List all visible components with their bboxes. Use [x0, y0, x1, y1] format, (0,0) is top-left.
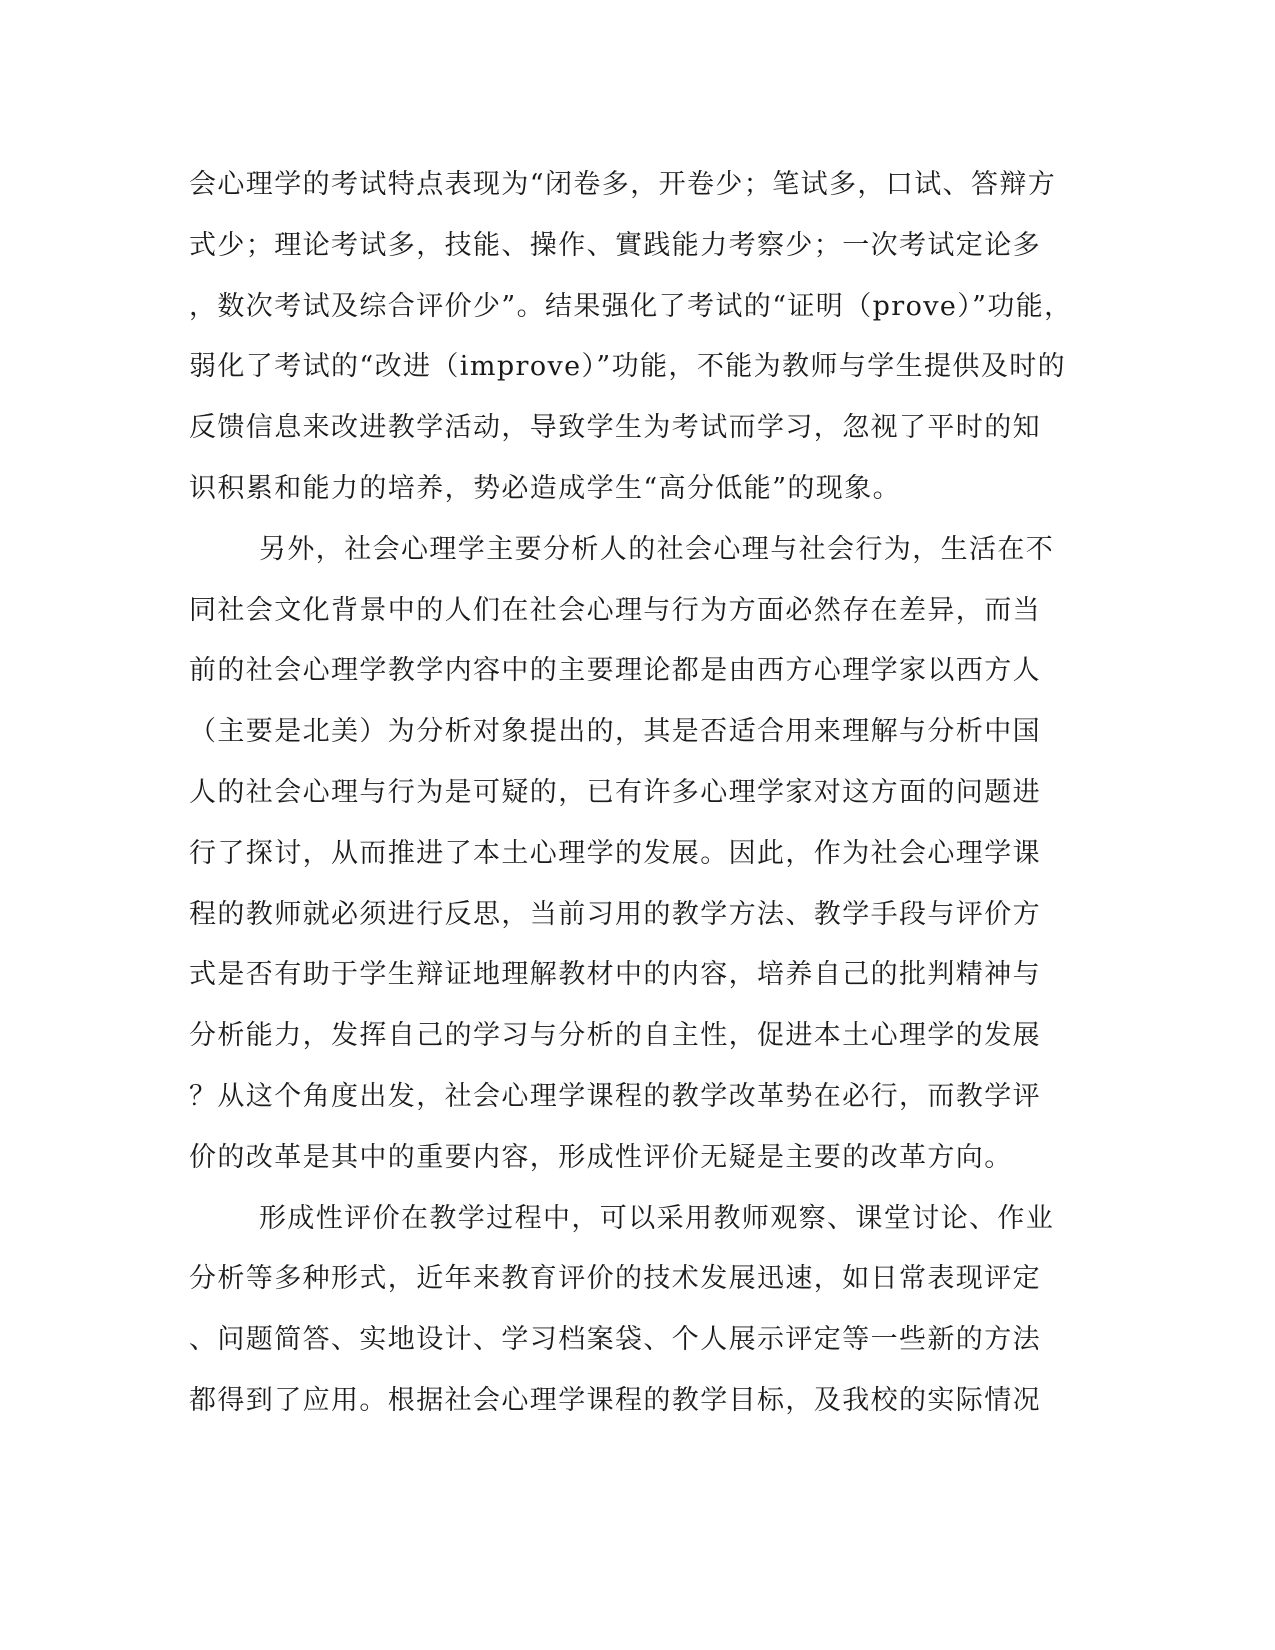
text-line: 同社会文化背景中的人们在社会心理与行为方面必然存在差异，而当 — [189, 594, 1041, 626]
text-line: 人的社会心理与行为是可疑的，已有许多心理学家对这方面的问题进 — [189, 776, 1041, 808]
text-line: ，数次考试及综合评价少”。结果强化了考试的“证明（prove）”功能， — [189, 290, 1073, 322]
text-line: 分析等多种形式，近年来教育评价的技术发展迅速，如日常表现评定 — [189, 1263, 1041, 1295]
text-line: 前的社会心理学教学内容中的主要理论都是由西方心理学家以西方人 — [189, 655, 1041, 687]
text-line: 式少；理论考试多，技能、操作、實践能力考察少；一次考试定论多 — [189, 229, 1041, 261]
text-line: 会心理学的考试特点表现为“闭卷多，开卷少；笔试多，口试、答辩方 — [189, 169, 1057, 200]
text-line: 式是否有助于学生辩证地理解教材中的内容，培养自己的批判精神与 — [189, 959, 1041, 991]
text-line: 行了探讨，从而推进了本土心理学的发展。因此，作为社会心理学课 — [189, 837, 1041, 869]
body-text — [189, 155, 1073, 1432]
text-line: 弱化了考试的“改进（improve）”功能，不能为教师与学生提供及时的 — [189, 351, 1067, 383]
text-line: 、问题简答、实地设计、学习档案袋、个人展示评定等一些新的方法 — [189, 1324, 1041, 1356]
text-line: （主要是北美）为分析对象提出的，其是否适合用来理解与分析中国 — [189, 716, 1041, 748]
text-line: 反馈信息来改进教学活动，导致学生为考试而学习，忽视了平时的知 — [189, 412, 1041, 444]
text-line: ？从这个角度出发，社会心理学课程的教学改革势在必行，而教学评 — [189, 1080, 1041, 1112]
text-line: 都得到了应用。根据社会心理学课程的教学目标，及我校的实际情况 — [189, 1384, 1041, 1416]
text-line: 识积累和能力的培养，势必造成学生“高分低能”的现象。 — [189, 472, 902, 504]
paragraph-start-line: 形成性评价在教学过程中，可以采用教师观察、课堂讨论、作业 — [259, 1202, 1055, 1234]
text-line: 程的教师就必须进行反思，当前习用的教学方法、教学手段与评价方 — [189, 898, 1041, 930]
text-line: 价的改革是其中的重要内容，形成性评价无疑是主要的改革方向。 — [189, 1141, 1013, 1173]
text-line: 分析能力，发挥自己的学习与分析的自主性，促进本土心理学的发展 — [189, 1020, 1041, 1052]
paragraph-start-line: 另外，社会心理学主要分析人的社会心理与社会行为，生活在不 — [259, 533, 1055, 565]
